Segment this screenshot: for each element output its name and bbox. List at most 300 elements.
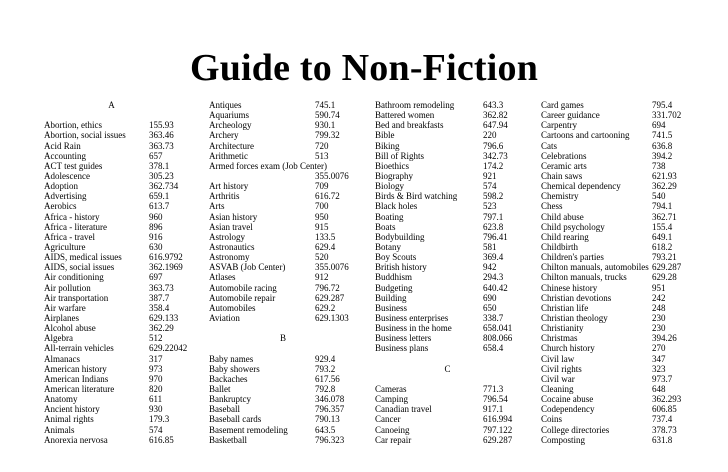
subject-label: ACT test guides bbox=[44, 160, 103, 171]
call-number: 347 bbox=[652, 353, 666, 364]
subject-label: Budgeting bbox=[375, 282, 413, 293]
subject-label: Church history bbox=[541, 343, 595, 354]
subject-label: Architecture bbox=[209, 140, 254, 151]
index-entry-row bbox=[375, 425, 520, 435]
call-number: 616.9792 bbox=[149, 252, 183, 263]
call-number: 808.066 bbox=[483, 333, 513, 344]
call-number: 970 bbox=[149, 373, 163, 384]
subject-label: AIDS, social issues bbox=[44, 262, 115, 273]
subject-label: Air pollution bbox=[44, 282, 91, 293]
call-number: 338.7 bbox=[483, 312, 504, 323]
subject-label: ASVAB (Job Center) bbox=[209, 262, 286, 273]
index-entry-row bbox=[375, 333, 520, 343]
section-letter-header bbox=[375, 364, 520, 374]
call-number: 362.71 bbox=[652, 211, 677, 222]
call-number: 294.3 bbox=[483, 272, 504, 283]
call-number: 369.4 bbox=[483, 252, 504, 263]
subject-label: Chemistry bbox=[541, 191, 579, 202]
index-entry-row bbox=[375, 354, 520, 364]
index-entry-row bbox=[44, 313, 179, 323]
index-entry-row bbox=[541, 384, 701, 394]
subject-label: Accounting bbox=[44, 150, 86, 161]
call-number: 636.8 bbox=[652, 140, 673, 151]
call-number: 921 bbox=[483, 170, 497, 181]
subject-label: Baseball bbox=[209, 404, 240, 415]
index-column-1 bbox=[44, 100, 188, 445]
index-entry-row bbox=[209, 262, 357, 272]
index-entry-row bbox=[541, 435, 701, 445]
index-entry-row bbox=[541, 252, 701, 262]
index-entry-row bbox=[541, 262, 701, 272]
call-number: 362.293 bbox=[652, 394, 682, 405]
subject-label: Ballet bbox=[209, 383, 231, 394]
call-number: 796.72 bbox=[315, 282, 340, 293]
call-number: 700 bbox=[315, 201, 329, 212]
call-number: 613.7 bbox=[149, 201, 170, 212]
subject-label: Child psychology bbox=[541, 221, 605, 232]
call-number: 523 bbox=[483, 201, 497, 212]
subject-label: Africa - literature bbox=[44, 221, 107, 232]
subject-label: College directories bbox=[541, 424, 610, 435]
index-entry-row bbox=[44, 374, 179, 384]
call-number: 362.29 bbox=[149, 323, 174, 334]
index-entry-row bbox=[541, 404, 701, 414]
call-number: 629.287 bbox=[652, 262, 682, 273]
index-entry-row bbox=[44, 323, 179, 333]
subject-label: Automobile repair bbox=[209, 292, 276, 303]
call-number: 248 bbox=[652, 302, 666, 313]
index-entry-row bbox=[209, 222, 357, 232]
index-entry-row bbox=[44, 425, 179, 435]
call-number: 574 bbox=[483, 181, 497, 192]
index-entry-row bbox=[541, 232, 701, 242]
subject-label: Biking bbox=[375, 140, 400, 151]
subject-label: Almanacs bbox=[44, 353, 80, 364]
call-number: 323 bbox=[652, 363, 666, 374]
index-entry-row bbox=[209, 425, 357, 435]
index-entry-row bbox=[541, 364, 701, 374]
subject-label: Africa - history bbox=[44, 211, 100, 222]
index-entry-row bbox=[44, 212, 179, 222]
index-entry-row bbox=[44, 120, 179, 130]
subject-label: Biography bbox=[375, 170, 413, 181]
call-number: 792.8 bbox=[315, 383, 336, 394]
subject-label: Air conditioning bbox=[44, 272, 104, 283]
index-entry-row bbox=[209, 181, 357, 191]
subject-label: Canoeing bbox=[375, 424, 410, 435]
call-number: 930.1 bbox=[315, 120, 336, 131]
call-number: 617.56 bbox=[315, 373, 340, 384]
subject-label: AIDS, medical issues bbox=[44, 252, 122, 263]
call-number: 694 bbox=[652, 120, 666, 131]
call-number: 820 bbox=[149, 383, 163, 394]
call-number: 540 bbox=[652, 191, 666, 202]
index-entry-row bbox=[375, 181, 520, 191]
call-number: 581 bbox=[483, 241, 497, 252]
call-number: 647.94 bbox=[483, 120, 508, 131]
call-number: 155.93 bbox=[149, 120, 174, 131]
index-entry-row bbox=[209, 151, 357, 161]
index-entry-row bbox=[375, 161, 520, 171]
subject-label: Building bbox=[375, 292, 407, 303]
call-number: 174.2 bbox=[483, 160, 504, 171]
index-entry-row bbox=[375, 283, 520, 293]
call-number: 629.2 bbox=[315, 302, 336, 313]
call-number: 629.4 bbox=[315, 241, 336, 252]
call-number: 771.3 bbox=[483, 383, 504, 394]
index-entry-row bbox=[44, 272, 179, 282]
subject-label: Basketball bbox=[209, 434, 247, 445]
subject-label: Christian devotions bbox=[541, 292, 612, 303]
subject-label: Chilton manuals, automobiles bbox=[541, 262, 649, 273]
subject-label: Canadian travel bbox=[375, 404, 432, 415]
call-number: 270 bbox=[652, 343, 666, 354]
subject-label: Chemical dependency bbox=[541, 181, 621, 192]
call-number: 133.5 bbox=[315, 231, 336, 242]
call-number: 363.73 bbox=[149, 140, 174, 151]
subject-label: American Indians bbox=[44, 373, 109, 384]
index-entry-row bbox=[209, 201, 357, 211]
index-entry-row bbox=[541, 343, 701, 353]
call-number: 640.42 bbox=[483, 282, 508, 293]
index-entry-row bbox=[541, 303, 701, 313]
call-number: 973.7 bbox=[652, 373, 673, 384]
index-entry-row bbox=[541, 130, 701, 140]
call-number: 915 bbox=[315, 221, 329, 232]
index-entry-row bbox=[541, 323, 701, 333]
call-number: 649.1 bbox=[652, 231, 673, 242]
call-number: 387.7 bbox=[149, 292, 170, 303]
index-entry-row bbox=[375, 171, 520, 181]
call-number: 657 bbox=[149, 150, 163, 161]
index-entry-row bbox=[375, 201, 520, 211]
index-entry-row bbox=[541, 151, 701, 161]
index-entry-row bbox=[209, 130, 357, 140]
call-number: 378.73 bbox=[652, 424, 677, 435]
index-entry-row bbox=[209, 303, 357, 313]
subject-label: Air transportation bbox=[44, 292, 109, 303]
index-entry-row bbox=[375, 222, 520, 232]
call-number: 394.26 bbox=[652, 333, 677, 344]
subject-label: British history bbox=[375, 262, 427, 273]
call-number: 629.22042 bbox=[149, 343, 188, 354]
call-number: 621.93 bbox=[652, 170, 677, 181]
index-entry-row bbox=[209, 435, 357, 445]
call-number: 794.1 bbox=[652, 201, 673, 212]
index-entry-row bbox=[44, 141, 179, 151]
subject-label: Abortion, ethics bbox=[44, 120, 102, 131]
index-entry-row bbox=[375, 343, 520, 353]
index-entry-row bbox=[541, 374, 701, 384]
subject-label: Cats bbox=[541, 140, 558, 151]
subject-label: Business letters bbox=[375, 333, 432, 344]
section-letter-header bbox=[209, 333, 357, 343]
call-number: 616.72 bbox=[315, 191, 340, 202]
subject-label: Civil war bbox=[541, 373, 575, 384]
subject-label: Card games bbox=[541, 100, 584, 110]
call-number: 643.3 bbox=[483, 100, 504, 110]
call-number: 378.1 bbox=[149, 160, 170, 171]
subject-label: Armed forces exam (Job Center) bbox=[209, 160, 327, 171]
subject-label: Botany bbox=[375, 241, 401, 252]
subject-label: Christian theology bbox=[541, 312, 608, 323]
index-entry-row bbox=[44, 201, 179, 211]
call-number: 797.1 bbox=[483, 211, 504, 222]
subject-label: Battered women bbox=[375, 110, 435, 121]
index-entry-row bbox=[209, 272, 357, 282]
index-entry-row bbox=[541, 161, 701, 171]
index-entry-row bbox=[541, 181, 701, 191]
call-number: 795.4 bbox=[652, 100, 673, 110]
subject-label: Business enterprises bbox=[375, 312, 449, 323]
call-number: 738 bbox=[652, 160, 666, 171]
index-entry-row bbox=[209, 232, 357, 242]
index-entry-row bbox=[209, 100, 357, 110]
index-entry-row bbox=[44, 252, 183, 263]
call-number: 358.4 bbox=[149, 302, 170, 313]
index-entry-row bbox=[375, 252, 520, 262]
subject-label: Bill of Rights bbox=[375, 150, 425, 161]
call-number: 697 bbox=[149, 272, 163, 283]
call-number: 623.8 bbox=[483, 221, 504, 232]
index-entry-row bbox=[44, 232, 179, 242]
subject-label: Archery bbox=[209, 130, 239, 141]
subject-label: Aerobics bbox=[44, 201, 77, 212]
subject-label: Astrology bbox=[209, 231, 245, 242]
subject-label: Automobiles bbox=[209, 302, 256, 313]
call-number: 745.1 bbox=[315, 100, 336, 110]
subject-label: Air warfare bbox=[44, 302, 86, 313]
index-entry-row bbox=[44, 171, 179, 181]
subject-label: Asian history bbox=[209, 211, 258, 222]
subject-label: Cleaning bbox=[541, 383, 574, 394]
call-number: 796.357 bbox=[315, 404, 345, 415]
subject-label: All-terrain vehicles bbox=[44, 343, 114, 354]
call-number: 331.702 bbox=[652, 110, 682, 121]
index-entry-row bbox=[209, 323, 357, 333]
subject-label: Animals bbox=[44, 424, 75, 435]
subject-label: Chess bbox=[541, 201, 563, 212]
call-number: 960 bbox=[149, 211, 163, 222]
index-entry-row bbox=[375, 435, 520, 445]
call-number: 797.122 bbox=[483, 424, 513, 435]
call-number: 230 bbox=[652, 323, 666, 334]
call-number: 793.2 bbox=[315, 363, 336, 374]
index-entry-row bbox=[375, 120, 520, 130]
index-entry-row bbox=[375, 141, 520, 151]
subject-label: Baby showers bbox=[209, 363, 260, 374]
subject-label: Art history bbox=[209, 181, 249, 192]
subject-label: Alcohol abuse bbox=[44, 323, 96, 334]
call-number: 741.5 bbox=[652, 130, 673, 141]
call-number: 737.4 bbox=[652, 414, 673, 425]
index-entry-row bbox=[541, 100, 701, 110]
subject-label: Airplanes bbox=[44, 312, 79, 323]
index-entry-row bbox=[541, 141, 701, 151]
subject-label: Cartoons and cartooning bbox=[541, 130, 630, 141]
subject-label: Bible bbox=[375, 130, 395, 141]
index-entry-row bbox=[541, 354, 701, 364]
call-number: 942 bbox=[483, 262, 497, 273]
call-number: 362.29 bbox=[652, 181, 677, 192]
call-number: 796.323 bbox=[315, 434, 345, 445]
index-entry-row bbox=[375, 262, 520, 272]
subject-label: American history bbox=[44, 363, 107, 374]
index-entry-row bbox=[375, 414, 520, 424]
index-entry-row bbox=[541, 425, 701, 435]
section-letter: A bbox=[108, 100, 115, 110]
subject-label: Backaches bbox=[209, 373, 248, 384]
index-entry-row bbox=[44, 394, 179, 404]
call-number: 363.73 bbox=[149, 282, 174, 293]
index-entry-row bbox=[375, 394, 520, 404]
index-entry-row bbox=[541, 242, 701, 252]
index-entry-row bbox=[209, 364, 357, 374]
call-number: 363.46 bbox=[149, 130, 174, 141]
subject-label: Composting bbox=[541, 434, 586, 445]
index-column-3 bbox=[375, 100, 520, 445]
subject-label: Christmas bbox=[541, 333, 578, 344]
call-number: 346.078 bbox=[315, 394, 345, 405]
index-entry-row bbox=[541, 191, 701, 201]
subject-label: Boating bbox=[375, 211, 404, 222]
subject-label: Advertising bbox=[44, 191, 87, 202]
index-entry-row bbox=[44, 414, 179, 424]
call-number: 690 bbox=[483, 292, 497, 303]
call-number: 796.41 bbox=[483, 231, 508, 242]
index-entry-row bbox=[209, 394, 357, 404]
call-number: 513 bbox=[315, 150, 329, 161]
call-number: 618.2 bbox=[652, 241, 673, 252]
index-entry-row bbox=[44, 303, 179, 313]
index-entry-row bbox=[375, 303, 520, 313]
index-entry-row bbox=[44, 130, 179, 140]
index-entry-row bbox=[541, 283, 701, 293]
call-number: 950 bbox=[315, 211, 329, 222]
call-number: 658.041 bbox=[483, 323, 513, 334]
index-entry-row bbox=[541, 110, 701, 120]
index-entry-row bbox=[375, 242, 520, 252]
subject-label: Business bbox=[375, 302, 408, 313]
call-number: 512 bbox=[149, 333, 163, 344]
subject-label: Camping bbox=[375, 394, 408, 405]
call-number: 520 bbox=[315, 252, 329, 263]
call-number: 242 bbox=[652, 292, 666, 303]
subject-label: Automobile racing bbox=[209, 282, 277, 293]
subject-label: Business plans bbox=[375, 343, 429, 354]
call-number: 355.0076 bbox=[315, 262, 349, 273]
subject-label: Codependency bbox=[541, 404, 595, 415]
index-entry-row bbox=[209, 343, 357, 353]
call-number: 606.85 bbox=[652, 404, 677, 415]
subject-label: Astronautics bbox=[209, 241, 255, 252]
subject-label: Car repair bbox=[375, 434, 412, 445]
call-number: 630 bbox=[149, 241, 163, 252]
subject-label: Cancer bbox=[375, 414, 401, 425]
subject-label: Animal rights bbox=[44, 414, 94, 425]
index-entry-row bbox=[44, 384, 179, 394]
call-number: 659.1 bbox=[149, 191, 170, 202]
call-number: 616.994 bbox=[483, 414, 513, 425]
subject-label: Coins bbox=[541, 414, 563, 425]
subject-label: American literature bbox=[44, 383, 115, 394]
subject-label: Astronomy bbox=[209, 252, 250, 263]
call-number: 155.4 bbox=[652, 221, 673, 232]
index-entry-row bbox=[375, 272, 520, 282]
call-number: 930 bbox=[149, 404, 163, 415]
subject-label: Arithmetic bbox=[209, 150, 248, 161]
subject-label: Child rearing bbox=[541, 231, 589, 242]
subject-label: Bed and breakfasts bbox=[375, 120, 444, 131]
subject-label: Cameras bbox=[375, 383, 407, 394]
subject-label: Celebrations bbox=[541, 150, 587, 161]
index-entry-row bbox=[209, 374, 357, 384]
index-entry-row bbox=[375, 100, 520, 110]
index-entry-row bbox=[375, 404, 520, 414]
index-entry-row bbox=[375, 151, 520, 161]
subject-label: Archeology bbox=[209, 120, 252, 131]
call-number: 394.2 bbox=[652, 150, 673, 161]
index-entry-row bbox=[44, 364, 179, 374]
section-letter: C bbox=[444, 363, 451, 374]
index-entry-row bbox=[209, 283, 357, 293]
index-entry-row bbox=[209, 414, 357, 424]
call-number: 342.73 bbox=[483, 150, 508, 161]
index-entry-row bbox=[44, 151, 179, 161]
index-entry-row bbox=[209, 110, 357, 120]
index-entry-row bbox=[44, 293, 179, 303]
index-entry-row bbox=[44, 191, 179, 201]
subject-label: Chinese history bbox=[541, 282, 598, 293]
section-letter: B bbox=[279, 333, 286, 344]
index-entry-row bbox=[209, 293, 357, 303]
page-title: Guide to Non-Fiction bbox=[189, 47, 539, 89]
subject-label: Bioethics bbox=[375, 160, 409, 171]
subject-label: Baby names bbox=[209, 353, 254, 364]
index-entry-row bbox=[375, 323, 520, 333]
call-number: 629.1303 bbox=[315, 312, 349, 323]
subject-label: Boy Scouts bbox=[375, 252, 417, 263]
index-entry-row bbox=[541, 212, 701, 222]
call-number: 929.4 bbox=[315, 353, 336, 364]
subject-label: Chain saws bbox=[541, 170, 583, 181]
call-number: 720 bbox=[315, 140, 329, 151]
subject-label: Abortion, social issues bbox=[44, 130, 126, 141]
index-entry-row bbox=[209, 252, 357, 262]
subject-label: Asian travel bbox=[209, 221, 253, 232]
call-number: 916 bbox=[149, 231, 163, 242]
subject-label: Childbirth bbox=[541, 241, 579, 252]
index-entry-row bbox=[541, 394, 701, 404]
subject-label: Civil rights bbox=[541, 363, 582, 374]
call-number: 790.13 bbox=[315, 414, 340, 425]
call-number: 658.4 bbox=[483, 343, 504, 354]
subject-label: Atlases bbox=[209, 272, 236, 283]
index-entry-row bbox=[44, 333, 179, 343]
subject-label: Aquariums bbox=[209, 110, 249, 121]
subject-label: Biology bbox=[375, 181, 405, 192]
subject-label: Arts bbox=[209, 201, 225, 212]
index-entry-row bbox=[541, 333, 701, 343]
call-number: 317 bbox=[149, 353, 163, 364]
call-number: 973 bbox=[149, 363, 163, 374]
call-number: 616.85 bbox=[149, 434, 174, 445]
index-entry-row bbox=[375, 313, 520, 323]
index-column-2 bbox=[209, 100, 357, 445]
call-number: 629.287 bbox=[483, 434, 513, 445]
subject-label: Aviation bbox=[209, 312, 240, 323]
call-number: 362.82 bbox=[483, 110, 508, 121]
